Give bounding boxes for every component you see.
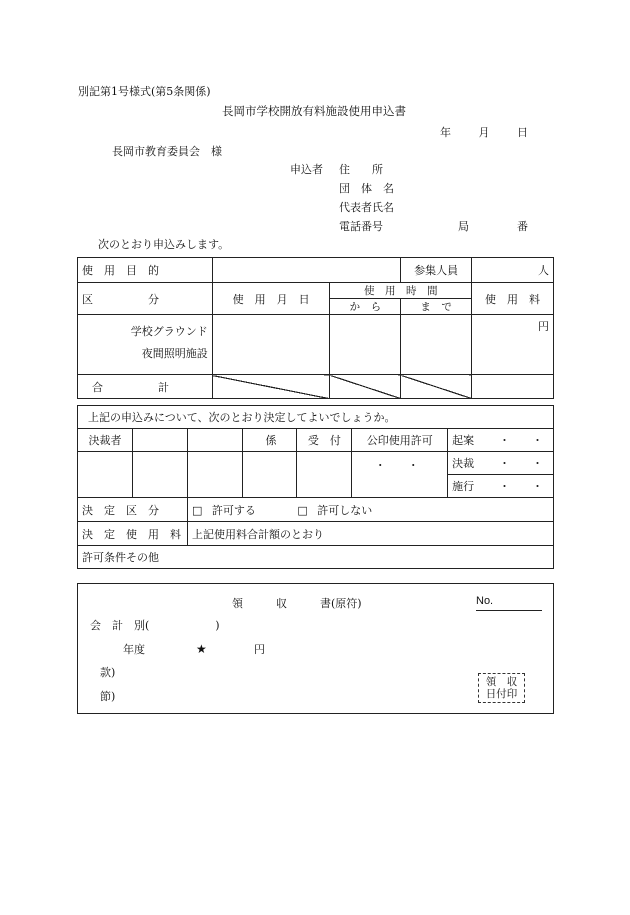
form-title: 長岡市学校開放有料施設使用申込書 xyxy=(222,104,406,118)
star-mark: ★ xyxy=(196,642,207,656)
fee-field[interactable] xyxy=(472,315,554,375)
uketsuke-label: 受 付 xyxy=(297,429,352,452)
time-from-field[interactable] xyxy=(330,315,401,375)
kan-label: 款) xyxy=(100,666,116,679)
yen-label: 円 xyxy=(254,643,265,656)
approval-table xyxy=(77,405,554,569)
total-label: 合 計 xyxy=(78,375,213,399)
kessai-label: 決裁者 xyxy=(78,429,133,452)
fee-label: 使 用 料 xyxy=(472,283,554,315)
facility-ground: 学校グラウンド xyxy=(130,325,208,338)
phone-kyoku: 局 xyxy=(458,220,469,233)
approval-question: 上記の申込みについて、次のとおり決定してよいでしょうか。 xyxy=(78,406,554,429)
use-time-label: 使 用 時 間 xyxy=(330,283,472,299)
purpose-field[interactable] xyxy=(212,258,401,283)
kessai-stamp-2[interactable] xyxy=(132,452,187,498)
application-table xyxy=(77,257,554,399)
facility-names xyxy=(78,315,213,375)
stamp-line-2: 日付印 xyxy=(485,688,518,700)
no-permit-label: 許可しない xyxy=(317,503,373,517)
phone-ban: 番 xyxy=(517,220,528,233)
applicant-label: 申込者 xyxy=(290,163,323,176)
time-to-field[interactable] xyxy=(401,315,472,375)
total-to-crossed xyxy=(401,375,472,399)
conditions-label: 許可条件その他 xyxy=(78,546,554,569)
date-day: 日 xyxy=(517,126,528,139)
koin-label: 公印使用許可 xyxy=(352,429,448,452)
form-reference: 別記第1号様式(第5条関係) xyxy=(78,85,211,98)
kessai-row[interactable] xyxy=(448,452,554,475)
phone-label: 電話番号 xyxy=(339,220,383,233)
kakari-stamp[interactable] xyxy=(242,452,297,498)
stamp-line-1: 領 収 xyxy=(485,676,518,688)
category-label: 区 分 xyxy=(78,283,213,315)
kessai2-dots: ・ ・ xyxy=(499,457,543,470)
total-date-crossed xyxy=(212,375,330,399)
receipt-number-label: No. xyxy=(476,595,494,607)
setsu-label: 節) xyxy=(100,690,116,703)
account-label: 会 計 別( ) xyxy=(90,619,220,632)
representative-label: 代表者氏名 xyxy=(339,201,394,214)
permit-label: 許可する xyxy=(211,503,256,517)
use-date-field[interactable] xyxy=(212,315,330,375)
use-date-label: 使 用 月 日 xyxy=(212,283,330,315)
date-line xyxy=(440,127,528,138)
decision-label: 決 定 区 分 xyxy=(78,498,188,522)
total-from-crossed xyxy=(330,375,401,399)
decision-options xyxy=(187,498,553,522)
date-year: 年 xyxy=(440,126,451,139)
time-to-label: ま で xyxy=(401,299,472,315)
attendees-label: 参集人員 xyxy=(401,258,472,283)
facility-lighting: 夜間照明施設 xyxy=(141,347,208,360)
kakari-label: 係 xyxy=(242,429,297,452)
addressee: 長岡市教育委員会 様 xyxy=(112,145,222,158)
kessai-stamp-1[interactable] xyxy=(78,452,133,498)
decided-fee-label: 決 定 使 用 料 xyxy=(78,522,188,546)
approver-cell-1[interactable] xyxy=(132,429,187,452)
approver-cell-2[interactable] xyxy=(187,429,242,452)
koin-field[interactable] xyxy=(352,452,448,498)
time-from-label: か ら xyxy=(330,299,401,315)
yen-unit: 円 xyxy=(538,320,549,333)
koin-dots: ・ ・ xyxy=(374,459,419,472)
decided-fee-value: 上記使用料合計額のとおり xyxy=(187,522,553,546)
attendees-field[interactable] xyxy=(472,258,554,283)
total-fee-field[interactable] xyxy=(472,375,554,399)
receipt-title: 領 収 書(原符) xyxy=(232,597,362,610)
no-permit-checkbox[interactable]: □ xyxy=(297,503,308,517)
kian-label: 起案 xyxy=(452,434,475,447)
intro-text: 次のとおり申込みします。 xyxy=(98,238,230,251)
uketsuke-stamp[interactable] xyxy=(297,452,352,498)
shiko-row[interactable] xyxy=(448,475,554,498)
kessai-stamp-3[interactable] xyxy=(187,452,242,498)
kian-row[interactable] xyxy=(448,429,554,452)
date-stamp-box[interactable] xyxy=(478,673,525,703)
purpose-label: 使 用 目 的 xyxy=(78,258,213,283)
group-name-label: 団 体 名 xyxy=(339,182,394,195)
date-month: 月 xyxy=(478,126,490,139)
fiscal-year-label: 年度 xyxy=(123,643,145,656)
kian-dots: ・ ・ xyxy=(499,434,543,447)
receipt-number[interactable] xyxy=(476,596,542,611)
shiko-dots: ・ ・ xyxy=(499,480,543,493)
kessai2-label: 決裁 xyxy=(452,457,475,470)
shiko-label: 施行 xyxy=(452,480,475,493)
person-unit: 人 xyxy=(538,264,549,277)
permit-checkbox[interactable]: □ xyxy=(191,503,203,517)
address-label: 住 所 xyxy=(339,163,383,176)
